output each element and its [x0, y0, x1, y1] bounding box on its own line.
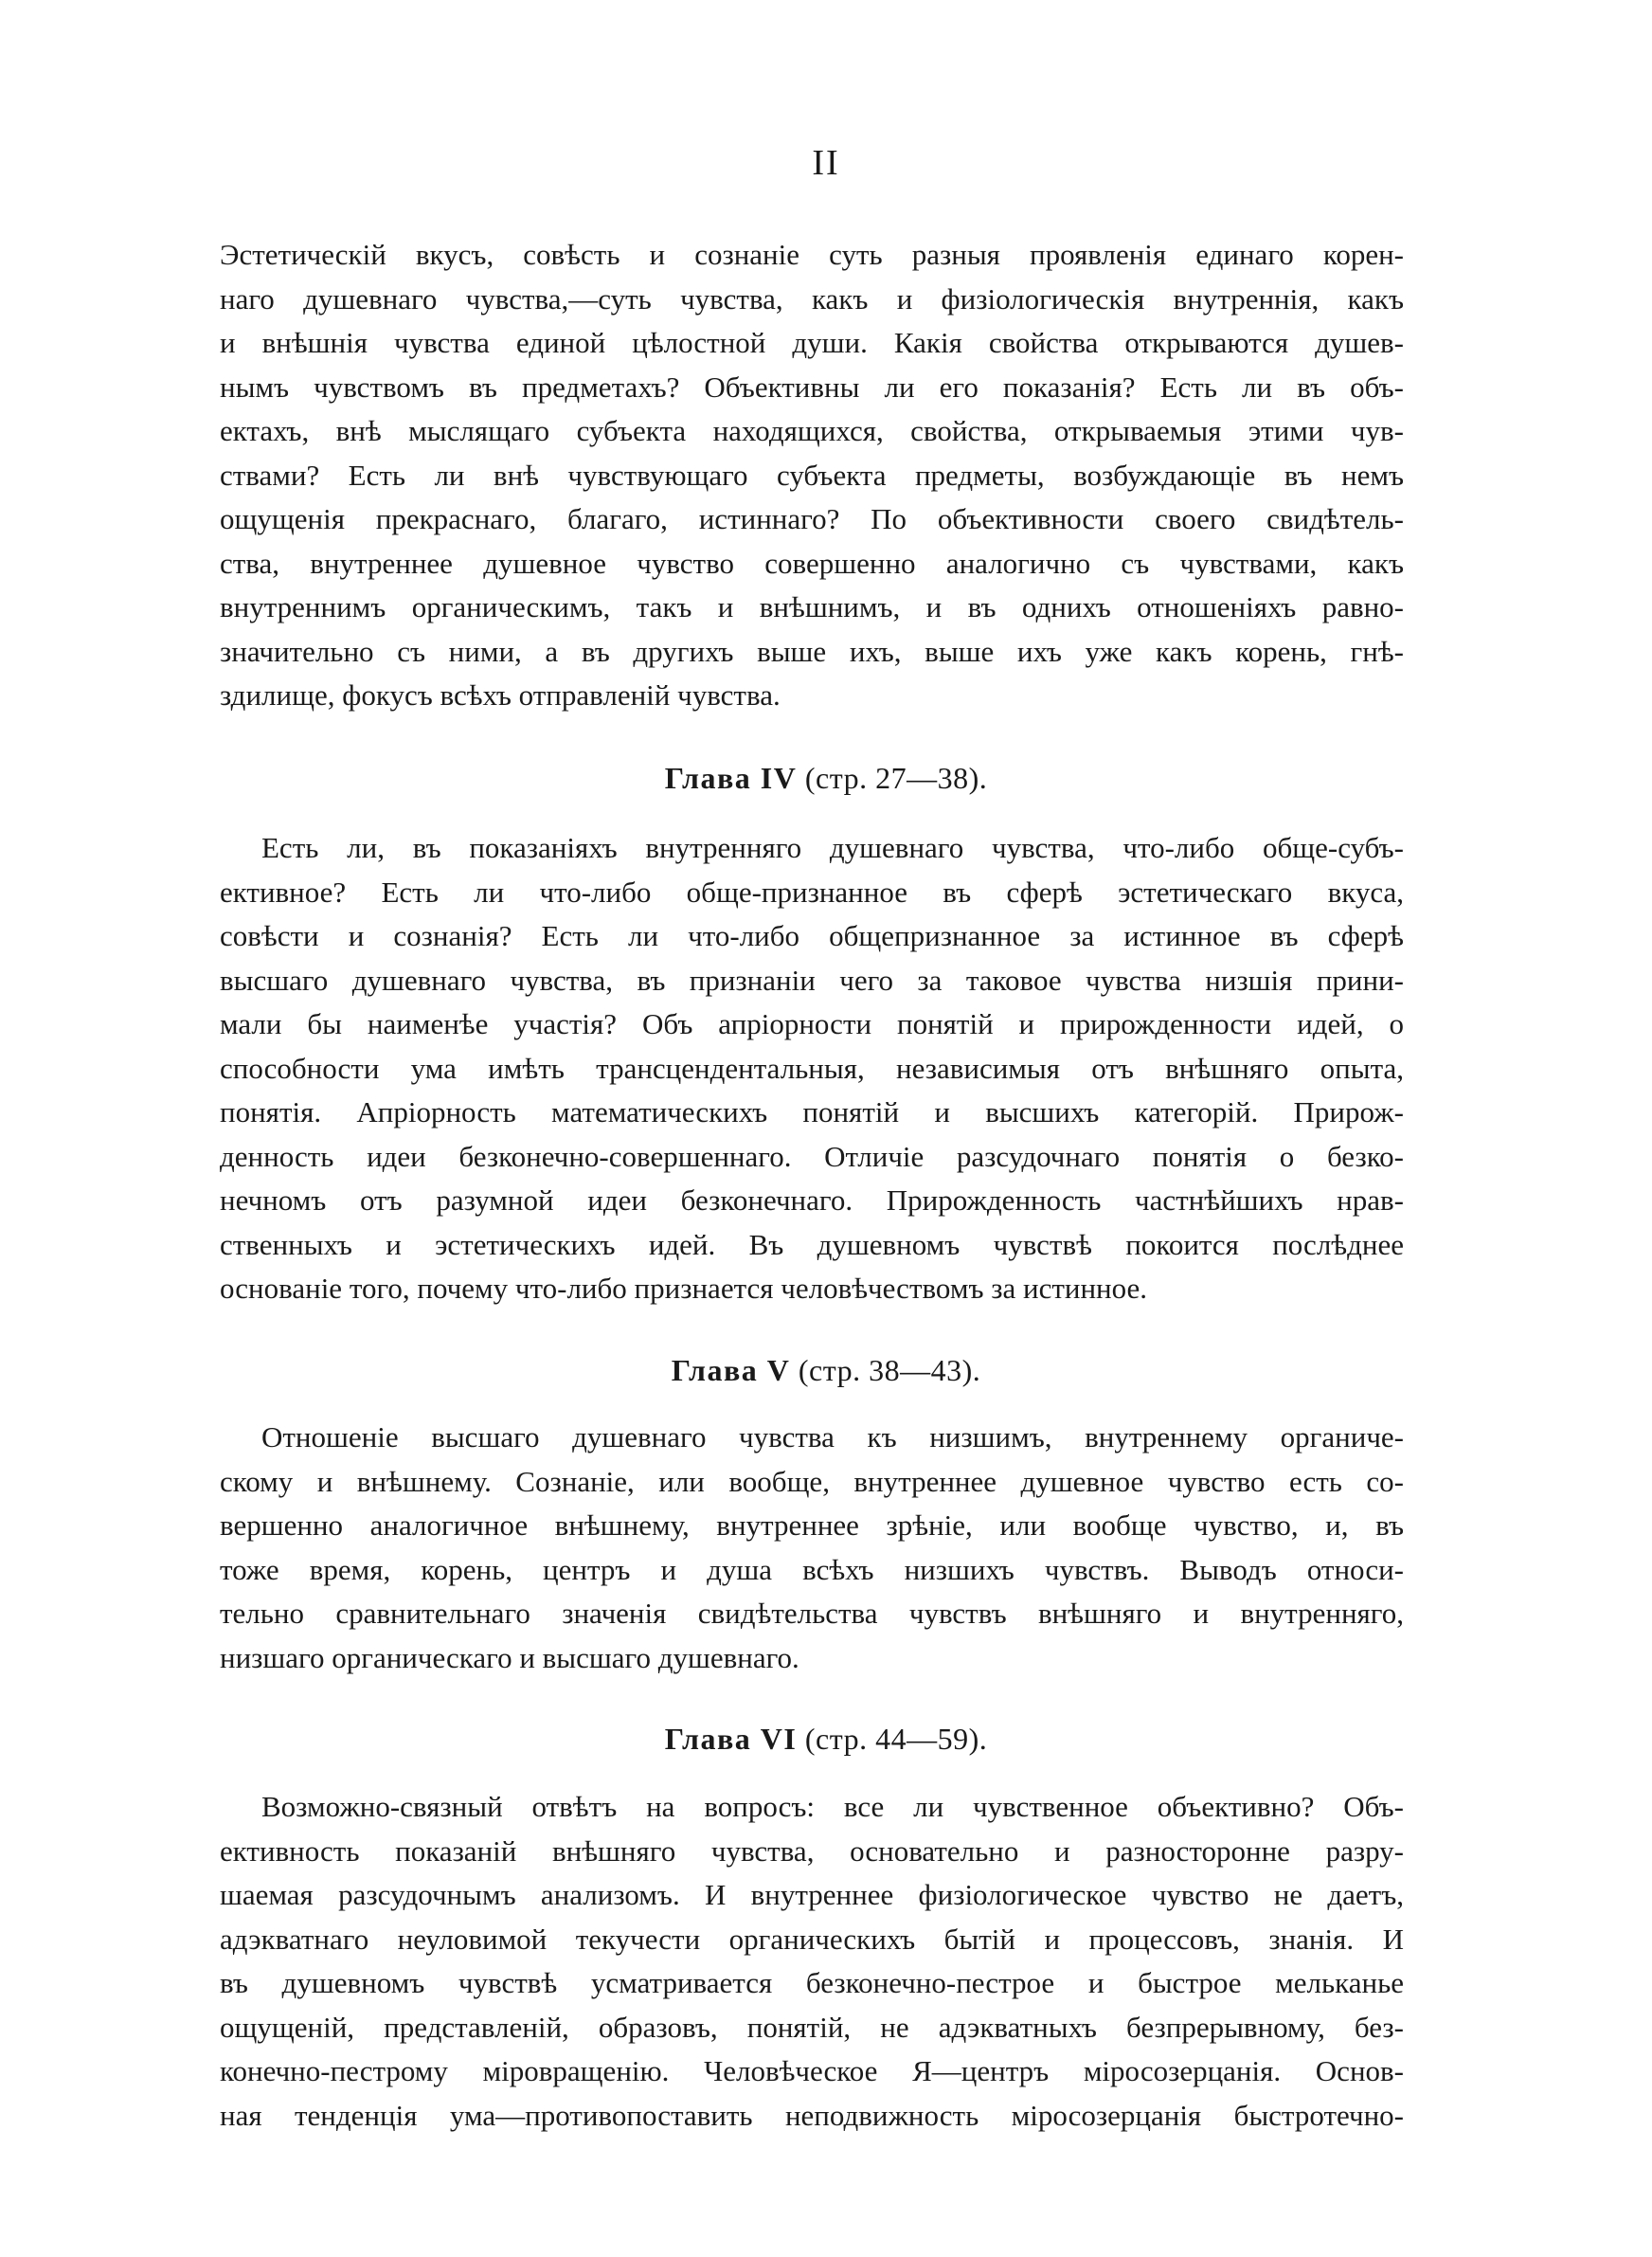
text-line: ная тенденція ума—противопоставить неподвижность міросозерцанія быстротечно-	[220, 2098, 1404, 2132]
text-line: низшаго органическаго и высшаго душевнаго.	[220, 1640, 799, 1674]
text-line: ощущенія прекраснаго, благаго, истиннаго? По объективности своего свидѣтель-	[220, 502, 1404, 535]
text-line: ективность показаній внѣшняго чувства, основательно и разносторонне разру-	[220, 1833, 1404, 1868]
text-line: нымъ чувствомъ въ предметахъ? Объективны ли его показанія? Есть ли въ объ-	[220, 370, 1404, 404]
text-line: ствами? Есть ли внѣ чувствующаго субъекта предметы, возбуждающіе въ немъ	[220, 458, 1404, 492]
chapter-title: Глава V	[671, 1353, 791, 1387]
chapter-title: Глава VI	[664, 1722, 798, 1756]
text-line: Эстетическій вкусъ, совѣсть и сознаніе суть разныя проявленія единаго корен-	[220, 238, 1404, 271]
text-line: здилище, фокусъ всѣхъ отправленій чувства.	[220, 678, 781, 712]
chapter-pages: (стр. 27—38).	[804, 761, 988, 795]
paragraph-chapter-v	[220, 1416, 1404, 1680]
text-line: ективное? Есть ли что-либо обще-признанное въ сферѣ эстетическаго вкуса,	[220, 875, 1404, 909]
chapter-pages: (стр. 38—43).	[798, 1353, 981, 1387]
text-line: Есть ли, въ показаніяхъ внутренняго душевнаго чувства, что-либо обще-субъ-	[261, 831, 1404, 864]
paragraph-chapter-iv	[220, 826, 1404, 1311]
text-line: ства, внутреннее душевное чувство совершенно аналогично съ чувствами, какъ	[220, 546, 1404, 580]
chapter-pages: (стр. 44—59).	[804, 1722, 988, 1756]
text-line: вершенно аналогичное внѣшнему, внутреннее зрѣніе, или вообще чувство, и, въ	[220, 1508, 1404, 1542]
text-line: мали бы наименѣе участія? Объ апріорности понятій и прирожденности идей, о	[220, 1007, 1404, 1040]
text-line: нечномъ отъ разумной идеи безконечнаго. Прирожденность частнѣйшихъ нрав-	[220, 1183, 1404, 1217]
chapter-heading-iv	[0, 761, 1652, 796]
text-line: значительно съ ними, а въ другихъ выше ихъ, выше ихъ уже какъ корень, гнѣ-	[220, 634, 1404, 668]
text-line: Возможно-связный отвѣтъ на вопросъ: все ли чувственное объективно? Объ-	[261, 1790, 1404, 1823]
text-line: скому и внѣшнему. Сознаніе, или вообще, внутреннее душевное чувство есть со-	[220, 1464, 1404, 1498]
text-line: ственныхъ и эстетическихъ идей. Въ душевномъ чувствѣ покоится послѣднее	[220, 1227, 1404, 1261]
text-line: ектахъ, внѣ мыслящаго субъекта находящихся, свойства, открываемыя этими чув-	[220, 414, 1404, 447]
chapter-title: Глава IV	[664, 761, 798, 795]
text-line: тельно сравнительнаго значенія свидѣтельства чувствъ внѣшняго и внутренняго,	[220, 1597, 1404, 1630]
text-line: въ душевномъ чувствѣ усматривается безконечно-пестрое и быстрое мельканье	[220, 1966, 1404, 1999]
chapter-heading-vi	[0, 1722, 1652, 1757]
chapter-heading-v	[0, 1353, 1652, 1388]
page-number: II	[812, 143, 840, 183]
text-line: внутреннимъ органическимъ, такъ и внѣшнимъ, и въ однихъ отношеніяхъ равно-	[220, 590, 1404, 623]
text-line: понятія. Апріорность математическихъ понятій и высшихъ категорій. Прирож-	[220, 1095, 1404, 1128]
text-line: тоже время, корень, центръ и душа всѣхъ низшихъ чувствъ. Выводъ относи-	[220, 1552, 1404, 1586]
text-line: конечно-пестрому міровращенію. Человѣческое Я—центръ міросозерцанія. Основ-	[220, 2054, 1404, 2087]
text-line: основаніе того, почему что-либо признается человѣчествомъ за истинное.	[220, 1272, 1148, 1305]
text-line: Отношеніе высшаго душевнаго чувства къ низшимъ, внутреннему органиче-	[261, 1420, 1404, 1454]
text-line: и внѣшнія чувства единой цѣлостной души. Какія свойства открываются душев-	[220, 326, 1404, 359]
text-line: высшаго душевнаго чувства, въ признаніи чего за таковое чувства низшія прини-	[220, 963, 1404, 997]
text-line: способности ума имѣть трансцендентальныя, независимыя отъ внѣшняго опыта,	[220, 1051, 1404, 1085]
paragraph-chapter-vi	[220, 1785, 1404, 2138]
text-line: ощущеній, представленій, образовъ, понятій, не адэкватныхъ безпрерывному, без-	[220, 2010, 1404, 2044]
text-line: денность идеи безконечно-совершеннаго. Отличіе разсудочнаго понятія о безко-	[220, 1139, 1404, 1173]
text-line: адэкватнаго неуловимой текучести органическихъ бытій и процессовъ, знанія. И	[220, 1922, 1404, 1956]
paragraph-intro	[220, 233, 1404, 718]
text-line: совѣсти и сознанія? Есть ли что-либо общепризнанное за истинное въ сферѣ	[220, 919, 1404, 952]
text-line: шаемая разсудочнымъ анализомъ. И внутреннее физіологическое чувство не даетъ,	[220, 1878, 1404, 1911]
text-line: наго душевнаго чувства,—суть чувства, какъ и физіологическія внутреннія, какъ	[220, 281, 1404, 316]
